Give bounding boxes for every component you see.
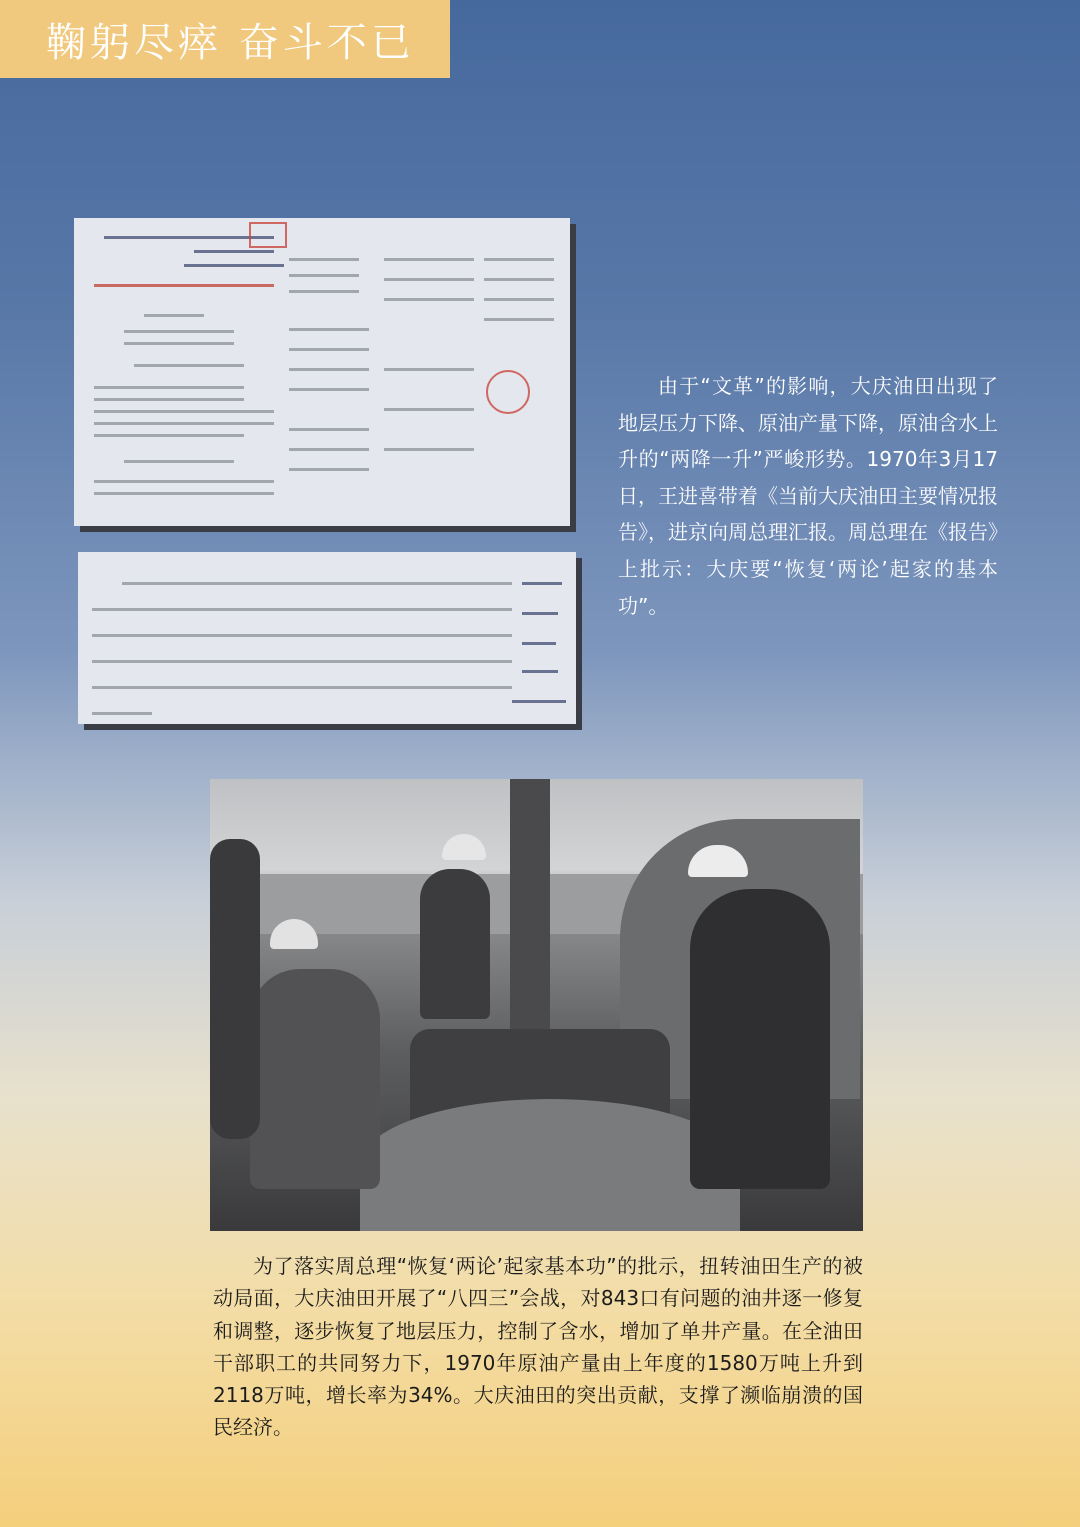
intro-paragraph-text: 由于“文革”的影响，大庆油田出现了地层压力下降、原油产量下降，原油含水上升的“两降一升”严峻形势。1970年3月17日，王进喜带着《当前大庆油田主要情况报告》，进京向周总理汇报。周总理在《报告》上批示：大庆要“恢复‘两论’起家的基本功”。 [618, 374, 998, 618]
main-paragraph-text: 为了落实周总理“恢复‘两论’起家基本功”的批示，扭转油田生产的被动局面，大庆油田开展了“八四三”会战，对843口有问题的油井逐一修复和调整，逐步恢复了地层压力，控制了含水，增加了单井产量。在全油田干部职工的共同努力下，1970年原油产量由上年度的1580万吨上升到2118万吨，增长率为34%。大庆油田的突出贡献，支撑了濒临崩溃的国民经济。 [213, 1254, 863, 1440]
document-scan-report [74, 218, 570, 526]
section-header [0, 0, 450, 78]
section-title: 鞠躬尽瘁 奋斗不已 [46, 19, 415, 66]
document-scan-annotation [78, 552, 576, 724]
oil-workers-photo [210, 779, 863, 1231]
intro-paragraph [618, 368, 998, 624]
main-paragraph [213, 1250, 863, 1444]
